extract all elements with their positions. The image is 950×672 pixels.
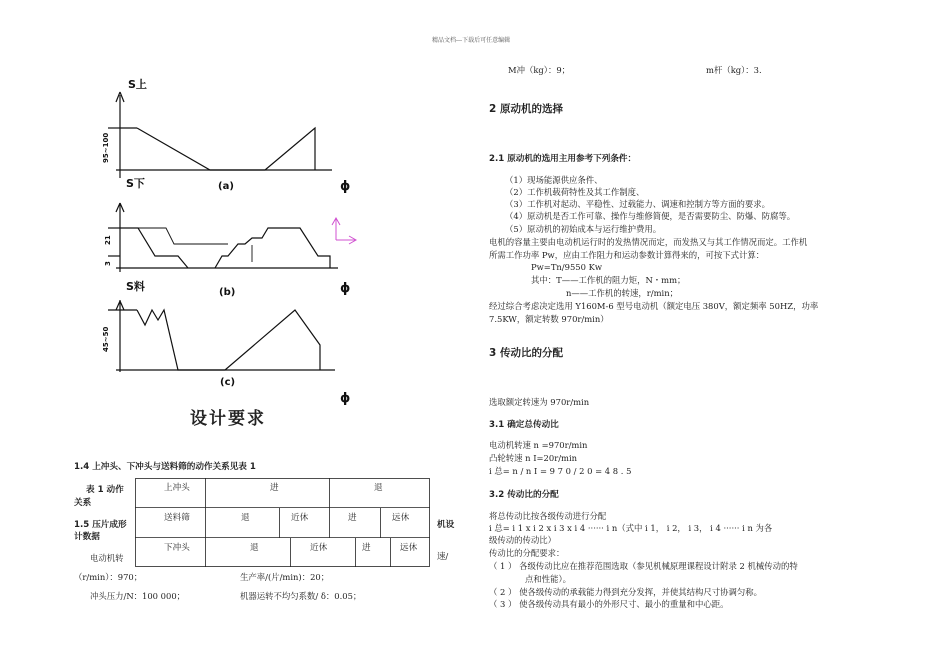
row2-c1: 退 <box>241 513 250 523</box>
row3-c2: 近休 <box>310 543 328 553</box>
section-1-4: 1.4 上冲头、下冲头与送料筛的动作关系见表 1 <box>74 462 256 472</box>
row1-name: 上冲头 <box>164 483 190 493</box>
rated-speed: 选取额定转速为 970r/min <box>489 397 590 407</box>
phi-c: ϕ <box>340 391 351 406</box>
condition-1: （1）现场能源供应条件、 <box>505 175 603 185</box>
row3-c1: 退 <box>250 543 259 553</box>
row2-c4: 远休 <box>392 513 410 523</box>
phi-b: ϕ <box>340 281 351 296</box>
motor-speed: 电动机转速 n =970r/min <box>489 440 588 450</box>
row2-c3: 进 <box>348 513 357 523</box>
condition-4: （4）原动机是否工作可靠、操作与维修简便，是否需要防尘、防爆、防腐等。 <box>505 211 796 221</box>
mass-right: m杆（kg）：3. <box>706 65 762 75</box>
tick-b1: 21 <box>104 235 112 245</box>
label-b: (b) <box>219 287 236 298</box>
label-s-feed: S料 <box>126 280 145 293</box>
row3-c3: 进 <box>362 543 371 553</box>
side-right-1: 机设 <box>437 520 455 530</box>
req-2: （ 2 ） 使各级传动的承载能力得到充分发挥，并使其结构尺寸协调匀称。 <box>489 587 762 597</box>
row2-c2: 近休 <box>291 513 309 523</box>
label-c: (c) <box>220 377 236 388</box>
section-1-5-line1: 1.5 压片成形 <box>74 520 127 530</box>
table-label-2: 关系 <box>74 498 92 508</box>
row3-name: 下冲头 <box>164 543 190 553</box>
req-1: （ 1 ） 各级传动比应在推荐范围选取（参见机械原理课程设计附录 2 机械传动的特 <box>489 561 798 571</box>
label-s-down: S下 <box>126 177 145 190</box>
para1-line1: 电机的容量主要由电动机运行时的发热情况而定，而发热又与其工作情况而定。工作机 <box>489 237 808 247</box>
condition-5: （5）原动机的初始成本与运行维护费用。 <box>505 224 662 234</box>
dist-formula-2: 级传动的传动比） <box>489 535 556 545</box>
page-header: 精品文档---下载后可任意编辑 <box>432 37 511 44</box>
productivity: 生产率/(片/min)：20； <box>240 572 330 582</box>
row3-c4: 远休 <box>400 543 418 553</box>
req-title: 传动比的分配要求： <box>489 548 565 558</box>
para2-line1: 经过综合考虑决定选用 Y160M-6 型号电动机（额定电压 380V，额定频率 50HZ，功率 <box>489 301 819 311</box>
row2-name: 送料筛 <box>164 513 190 523</box>
where-1: 其中：T——工作机的阻力矩，N・mm； <box>531 275 686 285</box>
row1-c1: 进 <box>270 483 279 493</box>
phi-a: ϕ <box>340 179 351 194</box>
dist-intro: 将总传动比按各级传动进行分配 <box>489 511 607 521</box>
row1-c2: 退 <box>374 483 383 493</box>
dist-formula-1: i 总= i 1 x i 2 x i 3 x i 4 ······ i n（式中 i 1， i 2， i 3， i 4 ······ i n 为各 <box>489 523 773 533</box>
req-1-cont: 点和性能）。 <box>525 574 572 584</box>
motion-diagram <box>95 75 365 435</box>
cam-speed: 凸轮转速 n I=20r/min <box>489 453 578 463</box>
condition-3: （3）工作机对起动、平稳性、过载能力、调速和控制方等方面的要求。 <box>505 199 770 209</box>
motor-label: 电动机转 <box>90 553 124 563</box>
section-3-2-title: 3.2 传动比的分配 <box>489 490 559 500</box>
mass-left: M冲（kg）：9； <box>508 65 571 75</box>
section-3-title: 3 传动比的分配 <box>489 347 563 359</box>
side-right-2: 速/ <box>437 551 449 561</box>
formula: Pw=Tn/9550 Kw <box>531 262 603 272</box>
section-1-5-line2: 计数据 <box>74 532 100 542</box>
section-2-title: 2 原动机的选择 <box>489 103 563 115</box>
table-label-1: 表 1 动作 <box>86 485 124 495</box>
tick-c: 45~50 <box>102 326 110 352</box>
uneven: 机器运转不均匀系数/ δ：0.05； <box>240 591 362 601</box>
where-2: n——工作机的转速，r/min； <box>566 288 678 298</box>
section-3-1-title: 3.1 确定总传动比 <box>489 420 559 430</box>
req-3: （ 3 ） 使各级传动具有最小的外形尺寸、最小的重量和中心距。 <box>489 599 729 609</box>
tick-b2: 3 <box>104 261 112 266</box>
total-ratio: i 总= n / n I = 9 7 0 / 2 0 = 4 8 . 5 <box>489 466 632 476</box>
label-s-up: S上 <box>128 78 147 91</box>
pressure: 冲头压力/N：100 000； <box>90 591 186 601</box>
label-a: (a) <box>218 181 234 192</box>
diagram-caption: 设计要求 <box>190 409 266 429</box>
para1-line2: 所需工作功率 Pw，应由工作阻力和运动参数计算得来的，可按下式计算： <box>489 250 765 260</box>
para2-line2: 7.5KW，额定转数 970r/min） <box>489 314 609 324</box>
tick-a: 95~100 <box>102 132 110 163</box>
condition-2: （2）工作机载荷特性及其工作制度、 <box>505 187 645 197</box>
speed-line: （r/min）：970； <box>74 572 143 582</box>
section-2-1-title: 2.1 原动机的选用主用参考下列条件： <box>489 154 637 164</box>
